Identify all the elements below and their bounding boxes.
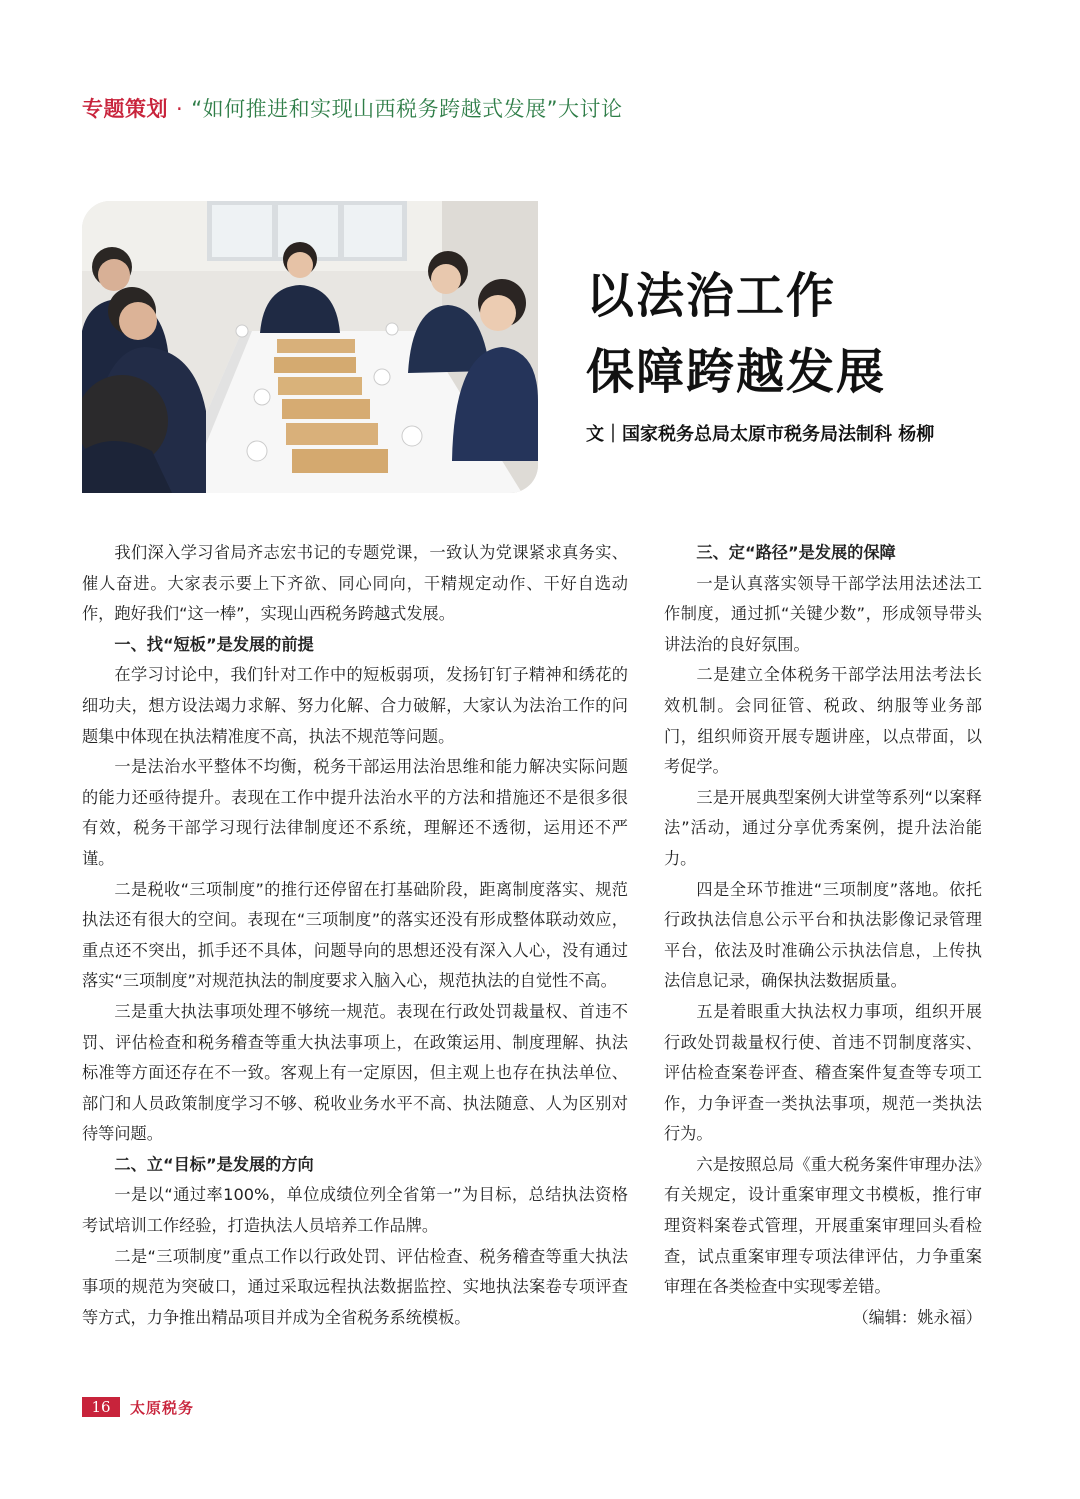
section-header: [82, 93, 622, 123]
paragraph: 二是“三项制度”重点工作以行政处罚、评估检查、税务稽查等重大执法事项的规范为突破口，通过采取远程执法数据监控、实地执法案卷专项评查等方式，力争推出精品项目并成为全省税务系统模板。: [82, 1246, 628, 1327]
article-title: [586, 258, 886, 410]
paragraph: 四是全环节推进“三项制度”落地。依托行政执法信息公示平台和执法影像记录管理平台，依法及时准确公示执法信息，上传执法信息记录，确保执法数据质量。: [664, 879, 982, 991]
paragraph: 五是着眼重大执法权力事项，组织开展行政处罚裁量权行使、首违不罚制度落实、评估检查案卷评查、稽查案件复查等专项工作，力争评查一类执法事项，规范一类执法行为。: [664, 1001, 982, 1144]
paragraph-text: 六是按照总局《重大税务案件审理办法》有关规定，设计重案审理文书模板，推行审理资料案卷式管理，开展重案审理回头看检查，试点重案审理专项法律评估，力争重案审理在各类检查中实现零差错。: [664, 1154, 982, 1297]
paragraph: 二是建立全体税务干部学法用法考法长效机制。会同征管、税政、纳服等业务部门，组织师资开展专题讲座，以点带面，以考促学。: [664, 665, 982, 777]
paragraph: 一是以“通过率100%，单位成绩位列全省第一”为目标，总结执法资格考试培训工作经验，打造执法人员培养工作品牌。: [82, 1185, 628, 1236]
section-heading-1: 一、找“短板”是发展的前提: [114, 634, 314, 654]
article-byline: 文｜国家税务总局太原市税务局法制科 杨柳: [586, 424, 935, 445]
meeting-photo: [82, 201, 538, 493]
header-separator: ·: [176, 97, 184, 121]
intro-paragraph: 我们深入学习省局齐志宏书记的专题党课，一致认为党课紧求真务实、催人奋进。大家表示要上下齐欲、同心同向，干精规定动作、干好自选动作，跑好我们“这一棒”，实现山西税务跨越式发展。: [82, 543, 628, 624]
article-title-line1: 以法治工作: [586, 268, 837, 324]
section-label: 专题策划: [82, 97, 168, 121]
paragraph: 三是重大执法事项处理不够统一规范。表现在行政处罚裁量权、首违不罚、评估检查和税务稽查等重大执法事项上，在政策运用、制度理解、执法标准等方面还存在不一致。客观上有一定原因，但主观上也存在执法单位、部门和人员政策制度学习不够、税收业务水平不高、执法随意、人为区别对待等问题。: [82, 1001, 628, 1144]
paragraph: 一是认真落实领导干部学法用法述法工作制度，通过抓“关键少数”，形成领导带头讲法治的良好氛围。: [664, 573, 982, 654]
article-title-line2: 保障跨越发展: [586, 344, 887, 400]
topic-label: “如何推进和实现山西税务跨越式发展”大讨论: [191, 97, 623, 121]
right-column: [664, 538, 982, 1333]
paragraph: 三是开展典型案例大讲堂等系列“以案释法”活动，通过分享优秀案例，提升法治能力。: [664, 787, 982, 868]
section-heading-3: 三、定“路径”是发展的保障: [696, 543, 896, 562]
paragraph: 一是法治水平整体不均衡，税务干部运用法治思维和能力解决实际问题的能力还亟待提升。表现在工作中提升法治水平的方法和措施还不是很多很有效，税务干部学习现行法律制度还不系统，理解还不透彻，运用还不严谨。: [82, 757, 628, 868]
editor-credit: （编辑：姚永福）: [852, 1307, 982, 1327]
page-footer: [82, 1396, 194, 1418]
paragraph: 在学习讨论中，我们针对工作中的短板弱项，发扬钉钉子精神和绣花的细功夫，想方设法竭力求解、努力化解、合力破解，大家认为法治工作的问题集中体现在执法精准度不高，执法不规范等问题。: [82, 665, 628, 746]
paragraph: [664, 1150, 982, 1327]
page-number: 16: [82, 1397, 120, 1417]
section-heading-2: 二、立“目标”是发展的方向: [114, 1154, 314, 1174]
paragraph: 二是税收“三项制度”的推行还停留在打基础阶段，距离制度落实、规范执法还有很大的空间。表现在“三项制度”的落实还没有形成整体联动效应，重点还不突出，抓手还不具体，问题导向的思想还没有深入人心，没有通过落实“三项制度”对规范执法的制度要求入脑入心，规范执法的自觉性不高。: [82, 879, 628, 991]
left-column: [82, 538, 628, 1333]
magazine-name: 太原税务: [130, 1398, 195, 1417]
